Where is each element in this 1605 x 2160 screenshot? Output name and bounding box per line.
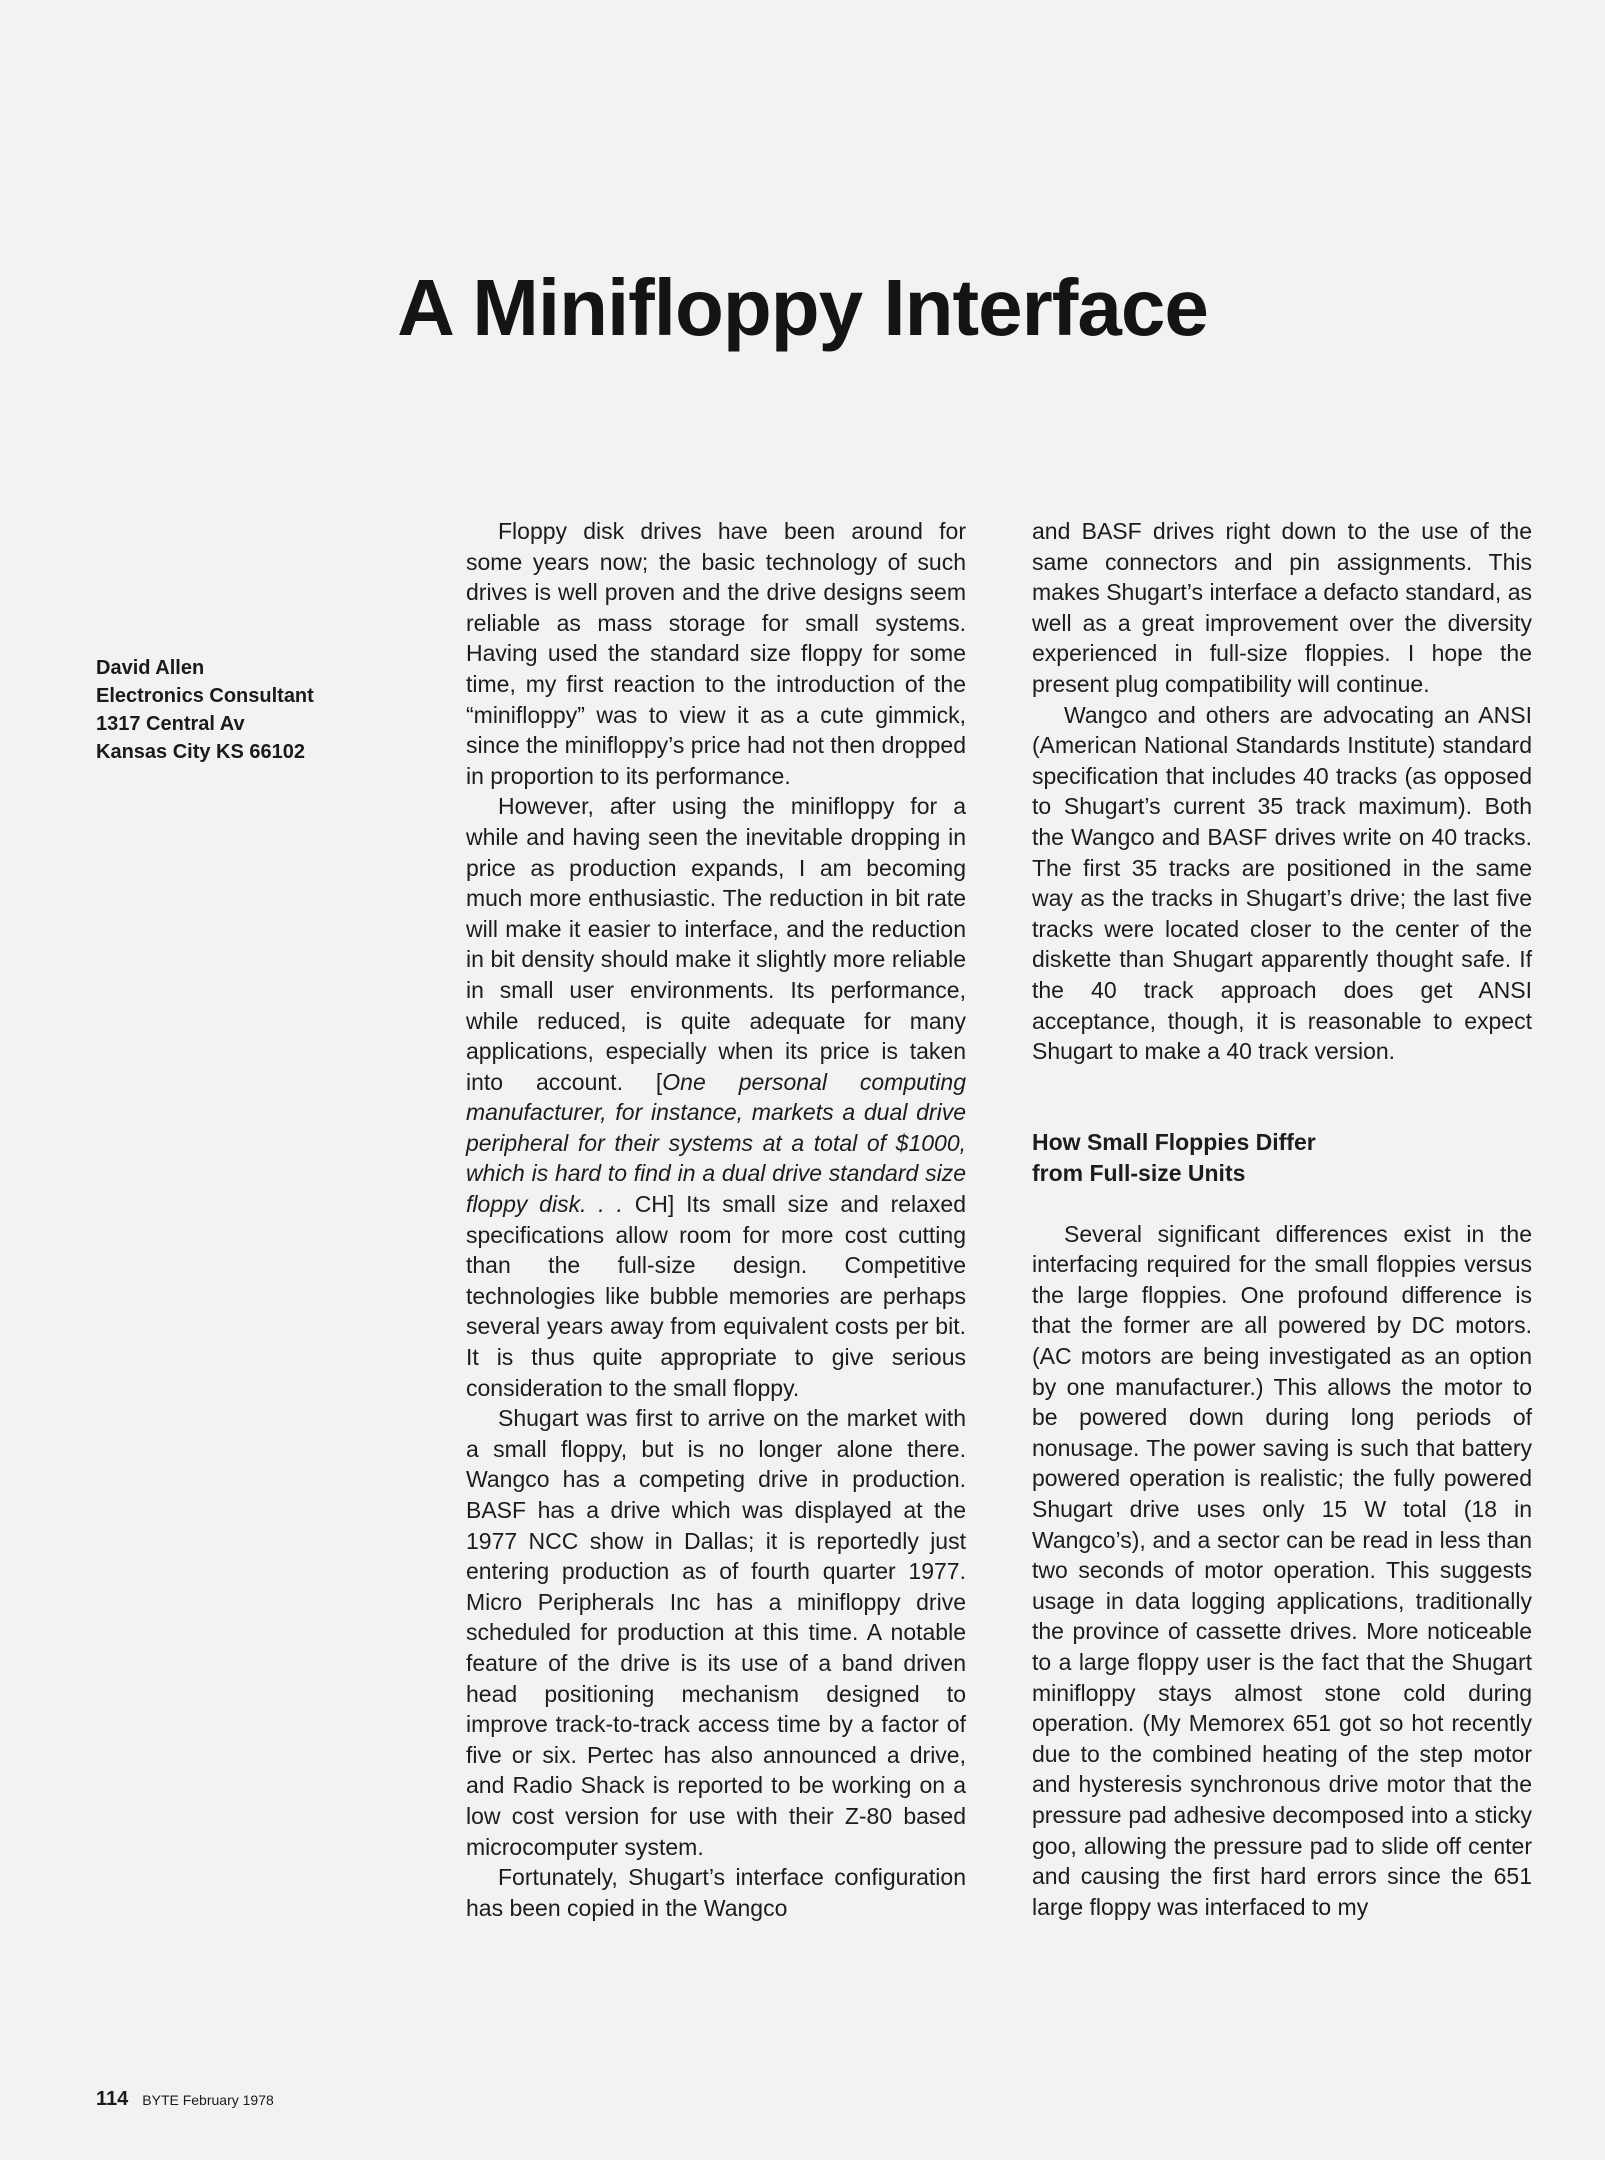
section-heading-line: from Full-size Units [1032, 1159, 1246, 1186]
author-block [96, 654, 314, 766]
author-city: Kansas City KS 66102 [96, 741, 306, 763]
paragraph-text: However, after using the minifloppy for a while and having seen the inevitable dropping in price as production expands, I am becoming much more enthusiastic. The reduction in bit rate will make it easier to interface, and the reduction in bit density should make it slightly more reliable in small user environments. Its performance, while reduced, is quite adequate for many applications, especially when its price is taken into account. [ [466, 793, 966, 1095]
paragraph: Several significant differences exist in the interfacing required for the small floppies versus the large floppies. One profound difference is that the former are all powered by DC motors. (AC motors are being investigated as an option by one manufacturer.) This allows the motor to be powered down during long periods of nonusage. The power saving is such that battery powered operation is realistic; the fully powered Shugart drive uses only 15 W total (18 in Wangco’s), and a sector can be read in less than two seconds of motor operation. This suggests usage in data logging applications, traditionally the province of cassette drives. More noticeable to a large floppy user is the fact that the Shugart minifloppy stays almost stone cold during operation. (My Memorex 651 got so hot recently due to the combined heating of the step motor and hysteresis synchronous drive motor that the pressure pad adhesive decomposed into a sticky goo, allowing the pressure pad to slide off center and causing the first hard errors since the 651 large floppy was interfaced to my [1032, 1220, 1532, 1920]
body-column-right [1032, 516, 1532, 1922]
paragraph: Wangco and others are advocating an ANSI (American National Standards Institute) standard specification that includes 40 tracks (as opposed to Shugart’s current 35 track maximum). Both the Wangco and BASF drives write on 40 tracks. The first 35 tracks are positioned in the same way as the tracks in Shugart’s drive; the last five tracks were located closer to the center of the diskette than Shugart apparently thought safe. If the 40 track approach does get ANSI acceptance, though, it is reasonable to expect Shugart to make a 40 track version. [1032, 701, 1532, 1065]
author-name: David Allen [96, 657, 205, 679]
section-heading [1032, 1127, 1532, 1189]
paragraph [466, 791, 966, 1403]
paragraph-text: ] Its small size and relaxed specifications allow room for more cost cutting than the full-size design. Competitive technologies like bubble memories are perhaps several years away from equivalent costs per bit. It is thus quite appropriate to give serious consideration to the small floppy. [466, 1191, 966, 1401]
paragraph: Fortunately, Shugart’s interface configuration has been copied in the Wangco [466, 1864, 966, 1921]
paragraph: Shugart was first to arrive on the market with a small floppy, but is no longer alone there. Wangco has a competing drive in production. BASF has a drive which was displayed at the 1977 NCC show in Dallas; it is reportedly just entering production as of fourth quarter 1977. Micro Peripherals Inc has a minifloppy drive scheduled for production at this time. A notable feature of the drive is its use of a band driven head positioning mechanism designed to improve track-to-track access time by a factor of five or six. Pertec has also announced a drive, and Radio Shack is reported to be working on a low cost version for use with their Z-80 based microcomputer system. [466, 1405, 966, 1860]
author-role: Electronics Consultant [96, 685, 314, 707]
publication-name: BYTE February 1978 [142, 2092, 274, 2108]
paragraph: and BASF drives right down to the use of the same connectors and pin assignments. This makes Shugart’s interface a defacto standard, as well as a great improvement over the diversity experienced in full-size floppies. I hope the present plug compatibility will continue. [1032, 518, 1532, 697]
page-number: 114 [96, 2088, 129, 2110]
paragraph: Floppy disk drives have been around for some years now; the basic technology of such drives is well proven and the drive designs seem reliable as mass storage for small systems. Having used the standard size floppy for some time, my first reaction to the introduction of the “minifloppy” was to view it as a cute gimmick, since the minifloppy’s price had not then dropped in proportion to its performance. [466, 518, 966, 789]
section-heading-line: How Small Floppies Differ [1032, 1128, 1316, 1155]
author-street: 1317 Central Av [96, 713, 245, 735]
article-title: A Minifloppy Interface [397, 263, 1208, 352]
editor-note: One personal computing manufacturer, for instance, markets a dual drive peripheral for their systems at a total of $1000, which is hard to find in a dual drive standard size floppy disk. . . [466, 1068, 966, 1218]
page-footer [96, 2088, 274, 2111]
body-column-left [466, 516, 966, 1923]
editor-initials: CH [634, 1191, 668, 1218]
